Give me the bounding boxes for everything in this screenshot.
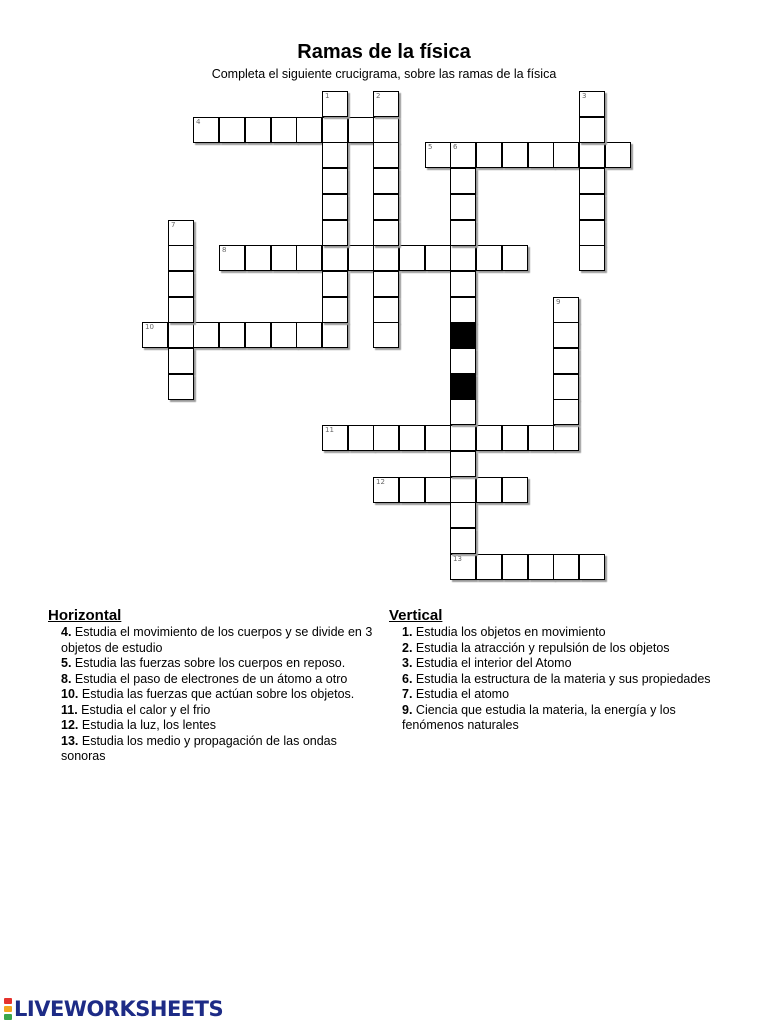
crossword-cell-input[interactable] (451, 503, 475, 527)
crossword-cell-input[interactable] (554, 375, 578, 399)
crossword-cell[interactable] (168, 245, 194, 271)
crossword-cell-input[interactable] (426, 246, 450, 270)
clue-text: Estudia los medio y propagación de las ondas sonoras (61, 733, 337, 763)
crossword-cell-input[interactable] (323, 426, 347, 450)
crossword-cell-input[interactable] (169, 323, 193, 347)
cell-number: 7 (171, 221, 176, 229)
clue-item (48, 656, 378, 672)
crossword-cell[interactable] (168, 374, 194, 400)
crossword-cell[interactable] (322, 297, 348, 323)
crossword-cell-input[interactable] (426, 143, 450, 167)
crossword-cell-input[interactable] (426, 478, 450, 502)
crossword-cell-input[interactable] (477, 143, 501, 167)
crossword-cell-input[interactable] (503, 555, 527, 579)
crossword-cell[interactable] (219, 245, 245, 271)
crossword-cell[interactable] (373, 271, 399, 297)
crossword-cell[interactable] (553, 399, 579, 425)
crossword-cell-input[interactable] (451, 349, 475, 373)
crossword-cell[interactable] (502, 142, 528, 168)
clue-item (389, 687, 719, 703)
crossword-cell[interactable] (450, 528, 476, 554)
crossword-cell-input[interactable] (529, 555, 553, 579)
crossword-cell[interactable] (579, 220, 605, 246)
crossword-cell[interactable] (553, 322, 579, 348)
page-subtitle: Completa el siguiente crucigrama, sobre las ramas de la física (211, 67, 557, 81)
crossword-cell-input[interactable] (169, 298, 193, 322)
crossword-cell-input[interactable] (297, 118, 321, 142)
crossword-cell-input[interactable] (246, 118, 270, 142)
crossword-cell-input[interactable] (451, 555, 475, 579)
crossword-cell-input[interactable] (451, 400, 475, 424)
crossword-cell[interactable] (450, 399, 476, 425)
crossword-cell[interactable] (450, 245, 476, 271)
crossword-cell[interactable] (373, 117, 399, 143)
crossword-cell[interactable] (322, 142, 348, 168)
crossword-cell-input[interactable] (451, 143, 475, 167)
crossword-cell[interactable] (502, 554, 528, 580)
cell-number: 3 (582, 92, 587, 100)
crossword-cell[interactable] (579, 142, 605, 168)
crossword-cell[interactable] (193, 117, 219, 143)
crossword-cell-input[interactable] (554, 555, 578, 579)
crossword-cell-input[interactable] (451, 478, 475, 502)
crossword-cell[interactable] (553, 297, 579, 323)
crossword-cell[interactable] (450, 220, 476, 246)
crossword-cell[interactable] (168, 322, 194, 348)
crossword-cell-input[interactable] (503, 246, 527, 270)
crossword-cell[interactable] (450, 297, 476, 323)
crossword-cell[interactable] (245, 322, 271, 348)
clue-number: 13. (61, 733, 79, 748)
cell-number: 12 (376, 478, 385, 486)
crossword-cell[interactable] (553, 425, 579, 451)
crossword-cell[interactable] (450, 168, 476, 194)
crossword-cell[interactable] (399, 425, 425, 451)
crossword-cell-input[interactable] (477, 555, 501, 579)
crossword-cell[interactable] (450, 451, 476, 477)
crossword-cell[interactable] (168, 297, 194, 323)
clue-item (48, 687, 378, 703)
crossword-cell-input[interactable] (323, 118, 347, 142)
across-heading: Horizontal (48, 607, 122, 624)
crossword-cell[interactable] (322, 245, 348, 271)
crossword-cell-input[interactable] (529, 426, 553, 450)
crossword-cell[interactable] (322, 91, 348, 117)
crossword-cell[interactable] (579, 91, 605, 117)
crossword-cell[interactable] (579, 194, 605, 220)
crossword-cell-input[interactable] (169, 221, 193, 245)
crossword-cell-input[interactable] (323, 298, 347, 322)
crossword-cell-input[interactable] (143, 323, 167, 347)
crossword-cell-input[interactable] (374, 323, 398, 347)
cell-number: 4 (196, 118, 201, 126)
crossword-cell-input[interactable] (451, 272, 475, 296)
crossword-cell-input[interactable] (554, 143, 578, 167)
liveworksheets-logo (4, 996, 223, 1022)
crossword-cell[interactable] (553, 374, 579, 400)
cell-number: 6 (453, 143, 458, 151)
crossword-cell-input[interactable] (477, 478, 501, 502)
clue-number: 6. (402, 671, 413, 686)
crossword-cell-input[interactable] (580, 555, 604, 579)
cell-number: 5 (428, 143, 433, 151)
crossword-cell-input[interactable] (554, 400, 578, 424)
cell-number: 9 (556, 298, 561, 306)
crossword-cell[interactable] (322, 117, 348, 143)
clue-item (48, 734, 378, 765)
crossword-cell-input[interactable] (169, 272, 193, 296)
crossword-cell[interactable] (373, 91, 399, 117)
crossword-cell-input[interactable] (374, 246, 398, 270)
crossword-cell[interactable] (296, 117, 322, 143)
crossword-cell[interactable] (450, 425, 476, 451)
crossword-cell-input[interactable] (297, 246, 321, 270)
crossword-cell[interactable] (502, 425, 528, 451)
crossword-cell[interactable] (476, 142, 502, 168)
crossword-cell-input[interactable] (194, 118, 218, 142)
crossword-cell[interactable] (348, 245, 374, 271)
crossword-cell[interactable] (322, 194, 348, 220)
crossword-cell-input[interactable] (323, 221, 347, 245)
crossword-cell-input[interactable] (374, 143, 398, 167)
down-heading: Vertical (389, 607, 443, 624)
clue-text: Estudia el atomo (412, 687, 510, 701)
crossword-cell[interactable] (425, 477, 451, 503)
crossword-cell[interactable] (553, 348, 579, 374)
crossword-cell[interactable] (528, 142, 554, 168)
crossword-cell[interactable] (245, 117, 271, 143)
crossword-cell-input[interactable] (580, 169, 604, 193)
clue-number: 7. (402, 687, 413, 701)
crossword-cell[interactable] (425, 425, 451, 451)
crossword-cell[interactable] (476, 554, 502, 580)
cell-number: 13 (453, 555, 462, 563)
crossword-black-cell (450, 322, 476, 348)
crossword-cell-input[interactable] (374, 195, 398, 219)
clue-item (48, 718, 378, 734)
crossword-cell-input[interactable] (554, 349, 578, 373)
clue-number: 4. (61, 625, 72, 639)
logo-icon (4, 998, 12, 1020)
crossword-cell-input[interactable] (554, 323, 578, 347)
crossword-cell-input[interactable] (323, 143, 347, 167)
crossword-cell-input[interactable] (503, 143, 527, 167)
clue-number: 8. (61, 671, 72, 686)
crossword-cell[interactable] (271, 322, 297, 348)
crossword-cell[interactable] (219, 322, 245, 348)
crossword-cell[interactable] (296, 245, 322, 271)
crossword-cell[interactable] (579, 554, 605, 580)
crossword-cell-input[interactable] (169, 349, 193, 373)
crossword-cell-input[interactable] (323, 272, 347, 296)
crossword-cell-input[interactable] (400, 246, 424, 270)
crossword-cell-input[interactable] (323, 169, 347, 193)
crossword-cell[interactable] (476, 245, 502, 271)
crossword-cell-input[interactable] (349, 246, 373, 270)
crossword-cell-input[interactable] (323, 323, 347, 347)
clue-text: Estudia el calor y el frio (77, 702, 211, 717)
crossword-cell[interactable] (373, 220, 399, 246)
crossword-cell-input[interactable] (246, 246, 270, 270)
crossword-cell[interactable] (373, 168, 399, 194)
crossword-cell[interactable] (553, 554, 579, 580)
clue-number: 1. (402, 625, 413, 639)
crossword-cell[interactable] (476, 477, 502, 503)
crossword-cell-input[interactable] (451, 195, 475, 219)
clue-number: 2. (402, 640, 413, 655)
crossword-cell-input[interactable] (451, 426, 475, 450)
crossword-cell[interactable] (193, 322, 219, 348)
crossword-cell-input[interactable] (529, 143, 553, 167)
crossword-cell[interactable] (322, 271, 348, 297)
crossword-cell-input[interactable] (477, 426, 501, 450)
crossword-cell-input[interactable] (426, 426, 450, 450)
crossword-cell[interactable] (425, 245, 451, 271)
clue-item (389, 703, 719, 734)
crossword-cell-input[interactable] (503, 478, 527, 502)
down-clues (389, 607, 719, 734)
clue-text: Estudia el movimiento de los cuerpos y se divide en 3 objetos de estudio (61, 625, 373, 655)
crossword-cell-input[interactable] (580, 221, 604, 245)
crossword-cell[interactable] (373, 297, 399, 323)
crossword-cell-input[interactable] (374, 272, 398, 296)
crossword-cell[interactable] (579, 245, 605, 271)
crossword-cell-input[interactable] (374, 426, 398, 450)
crossword-cell[interactable] (219, 117, 245, 143)
clue-text: Estudia las fuerzas sobre los cuerpos en reposo. (71, 656, 346, 670)
crossword-cell[interactable] (450, 348, 476, 374)
crossword-cell[interactable] (168, 348, 194, 374)
crossword-cell[interactable] (553, 142, 579, 168)
crossword-cell[interactable] (296, 322, 322, 348)
crossword-cell-input[interactable] (323, 195, 347, 219)
crossword-cell[interactable] (142, 322, 168, 348)
crossword-cell-input[interactable] (580, 118, 604, 142)
crossword-cell-input[interactable] (580, 246, 604, 270)
crossword-cell[interactable] (450, 477, 476, 503)
clue-text: Estudia las fuerzas que actúan sobre los objetos. (78, 687, 355, 701)
crossword-cell[interactable] (425, 142, 451, 168)
clue-number: 10. (61, 687, 79, 701)
across-clues (48, 607, 378, 765)
clue-text: Estudia la atracción y repulsión de los objetos (412, 640, 670, 655)
clue-item (389, 672, 719, 688)
clue-item (389, 656, 719, 672)
crossword-cell[interactable] (322, 322, 348, 348)
crossword-cell[interactable] (373, 425, 399, 451)
crossword-cell-input[interactable] (374, 298, 398, 322)
crossword-cell[interactable] (579, 117, 605, 143)
crossword-cell-input[interactable] (169, 375, 193, 399)
crossword-cell[interactable] (373, 245, 399, 271)
crossword-cell-input[interactable] (580, 143, 604, 167)
clue-number: 5. (61, 656, 72, 670)
crossword-cell-input[interactable] (349, 426, 373, 450)
crossword-cell-input[interactable] (323, 246, 347, 270)
crossword-cell[interactable] (450, 194, 476, 220)
crossword-cell[interactable] (322, 220, 348, 246)
crossword-cell-input[interactable] (374, 478, 398, 502)
cell-number: 8 (222, 246, 227, 254)
crossword-cell[interactable] (605, 142, 631, 168)
crossword-cell-input[interactable] (400, 426, 424, 450)
crossword-cell[interactable] (168, 220, 194, 246)
crossword-cell[interactable] (373, 194, 399, 220)
crossword-cell[interactable] (322, 425, 348, 451)
clue-item (48, 703, 378, 719)
crossword-cell[interactable] (271, 245, 297, 271)
crossword-cell-input[interactable] (374, 118, 398, 142)
clue-text: Estudia la luz, los lentes (78, 718, 216, 732)
crossword-cell[interactable] (450, 271, 476, 297)
crossword-cell-input[interactable] (606, 143, 630, 167)
crossword-cell-input[interactable] (374, 221, 398, 245)
crossword-cell-input[interactable] (374, 92, 398, 116)
clue-number: 9. (402, 702, 413, 717)
crossword-cell-input[interactable] (297, 323, 321, 347)
crossword-cell-input[interactable] (169, 246, 193, 270)
crossword-cell[interactable] (579, 168, 605, 194)
crossword-cell[interactable] (168, 271, 194, 297)
crossword-cell-input[interactable] (503, 426, 527, 450)
crossword-cell[interactable] (322, 168, 348, 194)
crossword-cell-input[interactable] (220, 246, 244, 270)
crossword-cell[interactable] (245, 245, 271, 271)
crossword-cell[interactable] (476, 425, 502, 451)
crossword-cell[interactable] (348, 425, 374, 451)
crossword-cell-input[interactable] (220, 118, 244, 142)
clue-text: Estudia el interior del Atomo (412, 656, 572, 670)
crossword-cell-input[interactable] (272, 323, 296, 347)
cell-number: 10 (145, 323, 154, 331)
logo-text: LIVEWORKSHEETS (14, 997, 224, 1021)
crossword-cell[interactable] (502, 245, 528, 271)
crossword-cell-input[interactable] (349, 118, 373, 142)
clue-number: 12. (61, 718, 79, 732)
crossword-cell-input[interactable] (272, 118, 296, 142)
crossword-cell[interactable] (502, 477, 528, 503)
crossword-cell-input[interactable] (451, 452, 475, 476)
crossword-cell-input[interactable] (554, 426, 578, 450)
crossword-cell-input[interactable] (451, 529, 475, 553)
clue-number: 3. (402, 656, 413, 670)
clue-item (48, 625, 378, 656)
clue-text: Ciencia que estudia la materia, la energía y los fenómenos naturales (402, 702, 676, 732)
crossword-cell[interactable] (399, 477, 425, 503)
crossword-cell[interactable] (348, 117, 374, 143)
crossword-cell[interactable] (373, 142, 399, 168)
clue-item (389, 641, 719, 657)
crossword-cell[interactable] (528, 554, 554, 580)
crossword-cell-input[interactable] (400, 478, 424, 502)
crossword-cell-input[interactable] (374, 169, 398, 193)
crossword-cell-input[interactable] (451, 298, 475, 322)
page-title: Ramas de la física (297, 41, 471, 63)
clue-item (48, 672, 378, 688)
crossword-cell-input[interactable] (451, 221, 475, 245)
clue-text: Estudia la estructura de la materia y sus propiedades (412, 671, 711, 686)
crossword-cell-input[interactable] (477, 246, 501, 270)
crossword-cell-input[interactable] (451, 169, 475, 193)
crossword-cell-input[interactable] (272, 246, 296, 270)
crossword-black-cell (450, 374, 476, 400)
crossword-cell[interactable] (450, 502, 476, 528)
cell-number: 11 (325, 426, 334, 434)
crossword-cell-input[interactable] (194, 323, 218, 347)
crossword-cell[interactable] (450, 554, 476, 580)
crossword-cell-input[interactable] (451, 246, 475, 270)
crossword-cell-input[interactable] (323, 92, 347, 116)
crossword-cell[interactable] (399, 245, 425, 271)
crossword-cell-input[interactable] (554, 298, 578, 322)
crossword-cell-input[interactable] (580, 195, 604, 219)
cell-number: 1 (325, 92, 330, 100)
crossword-cell-input[interactable] (246, 323, 270, 347)
crossword-cell[interactable] (450, 142, 476, 168)
cell-number: 2 (376, 92, 381, 100)
clue-number: 11. (61, 702, 78, 717)
crossword-cell-input[interactable] (220, 323, 244, 347)
crossword-cell[interactable] (373, 322, 399, 348)
crossword-cell-input[interactable] (580, 92, 604, 116)
clue-text: Estudia los objetos en movimiento (412, 625, 606, 639)
crossword-cell[interactable] (528, 425, 554, 451)
clue-item (389, 625, 719, 641)
clue-text: Estudia el paso de electrones de un átomo a otro (71, 671, 348, 686)
crossword-cell[interactable] (373, 477, 399, 503)
crossword-cell[interactable] (271, 117, 297, 143)
